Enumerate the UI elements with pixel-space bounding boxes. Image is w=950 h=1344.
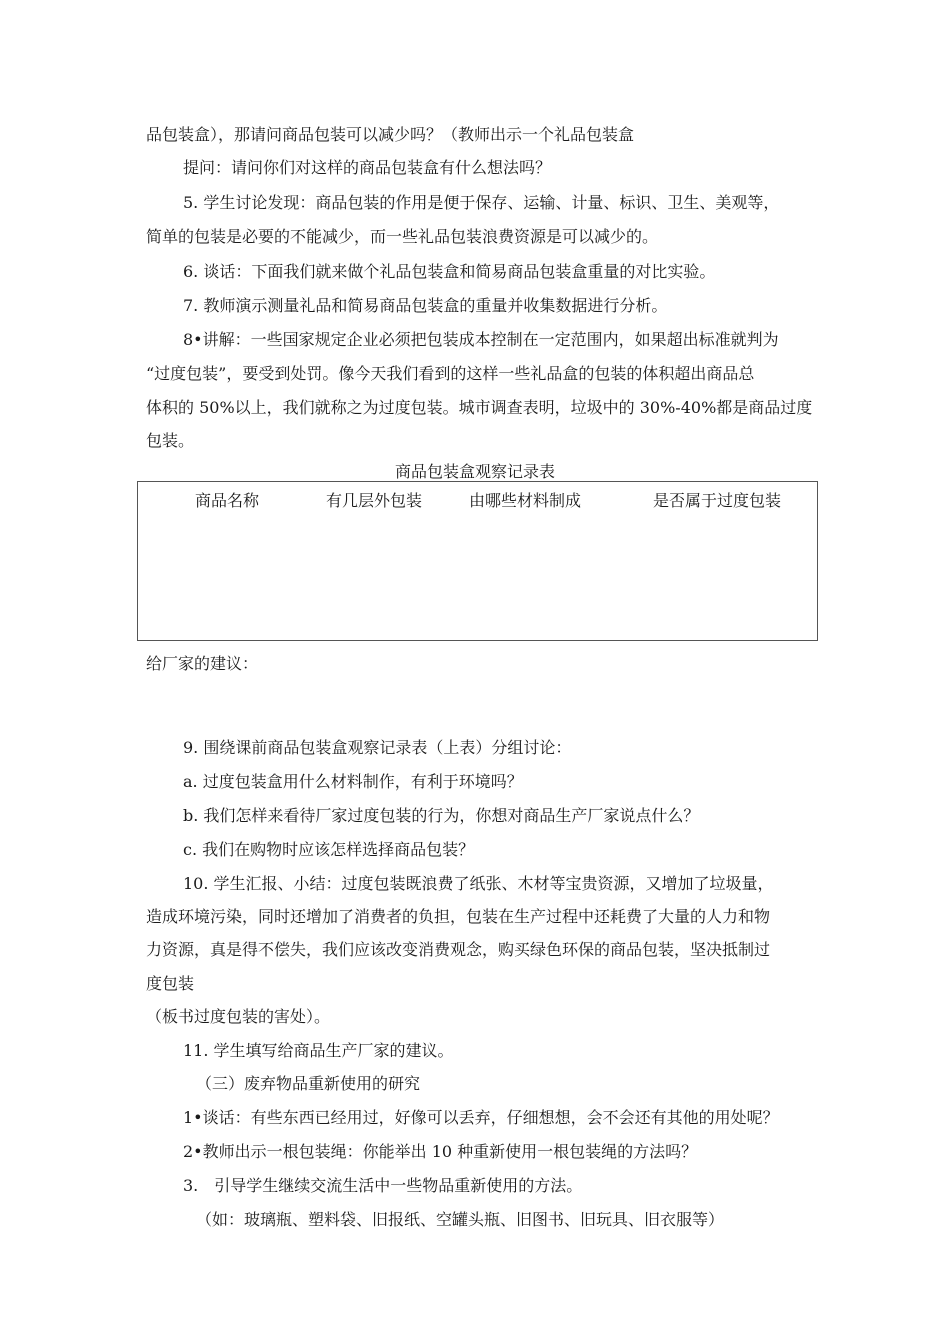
observation-table (137, 481, 818, 641)
para-line: a. 过度包装盒用什么材料制作，有利于环境吗？ (183, 772, 523, 791)
para-line: 1•谈话：有些东西已经用过，好像可以丢弃，仔细想想，会不会还有其他的用处呢？ (183, 1108, 779, 1127)
para-line: 造成环境污染，同时还增加了消费者的负担，包装在生产过程中还耗费了大量的人力和物 (146, 907, 771, 926)
para-line: 8•讲解：一些国家规定企业必须把包装成本控制在一定范围内，如果超出标准就判为 (183, 330, 779, 349)
para-line: 提问：请问你们对这样的商品包装盒有什么想法吗？ (183, 158, 552, 177)
table-header-cell: 商品名称 (195, 491, 260, 510)
para-line: 10. 学生汇报、小结：过度包装既浪费了纸张、木材等宝贵资源，又增加了垃圾量， (183, 874, 774, 893)
para-line: 度包装 (146, 974, 195, 993)
para-line: 体积的 50%以上，我们就称之为过度包装。城市调查表明，垃圾中的 30%-40%都是商品过度 (146, 398, 813, 417)
para-line: 11. 学生填写给商品生产厂家的建议。 (183, 1041, 454, 1060)
table-title: 商品包装盒观察记录表 (394, 462, 555, 481)
para-line: 包装。 (146, 431, 195, 450)
para-line: 2•教师出示一根包装绳：你能举出 10 种重新使用一根包装绳的方法吗？ (183, 1142, 698, 1161)
para-line: b. 我们怎样来看待厂家过度包装的行为，你想对商品生产厂家说点什么？ (183, 806, 700, 825)
suggestion-label: 给厂家的建议： (146, 654, 259, 673)
para-line: 9. 围绕课前商品包装盒观察记录表（上表）分组讨论： (183, 738, 572, 757)
para-line: 6. 谈话：下面我们就来做个礼品包装盒和简易商品包装盒重量的对比实验。 (183, 262, 716, 281)
section-heading: （三）废弃物品重新使用的研究 (196, 1074, 421, 1093)
table-header-cell: 有几层外包装 (326, 491, 423, 510)
para-line: c. 我们在购物时应该怎样选择商品包装？ (183, 840, 475, 859)
table-header-cell: 是否属于过度包装 (653, 491, 782, 510)
para-line: （板书过度包装的害处）。 (146, 1007, 331, 1026)
para-line: 力资源，真是得不偿失，我们应该改变消费观念，购买绿色环保的商品包装，坚决抵制过 (146, 940, 771, 959)
para-line: 5. 学生讨论发现：商品包装的作用是便于保存、运输、计量、标识、卫生、美观等， (183, 193, 780, 212)
para-line: “过度包装”，要受到处罚。像今天我们看到的这样一些礼品盒的包装的体积超出商品总 (146, 364, 755, 383)
para-line: 3. 引导学生继续交流生活中一些物品重新使用的方法。 (183, 1176, 583, 1195)
para-line: 品包装盒），那请问商品包装可以减少吗？（教师出示一个礼品包装盒 (146, 125, 635, 144)
para-line: 7. 教师演示测量礼品和简易商品包装盒的重量并收集数据进行分析。 (183, 296, 668, 315)
table-header-cell: 由哪些材料制成 (469, 491, 582, 510)
para-line: （如：玻璃瓶、塑料袋、旧报纸、空罐头瓶、旧图书、旧玩具、旧衣服等） (196, 1210, 725, 1229)
para-line: 简单的包装是必要的不能减少，而一些礼品包装浪费资源是可以减少的。 (146, 227, 659, 246)
